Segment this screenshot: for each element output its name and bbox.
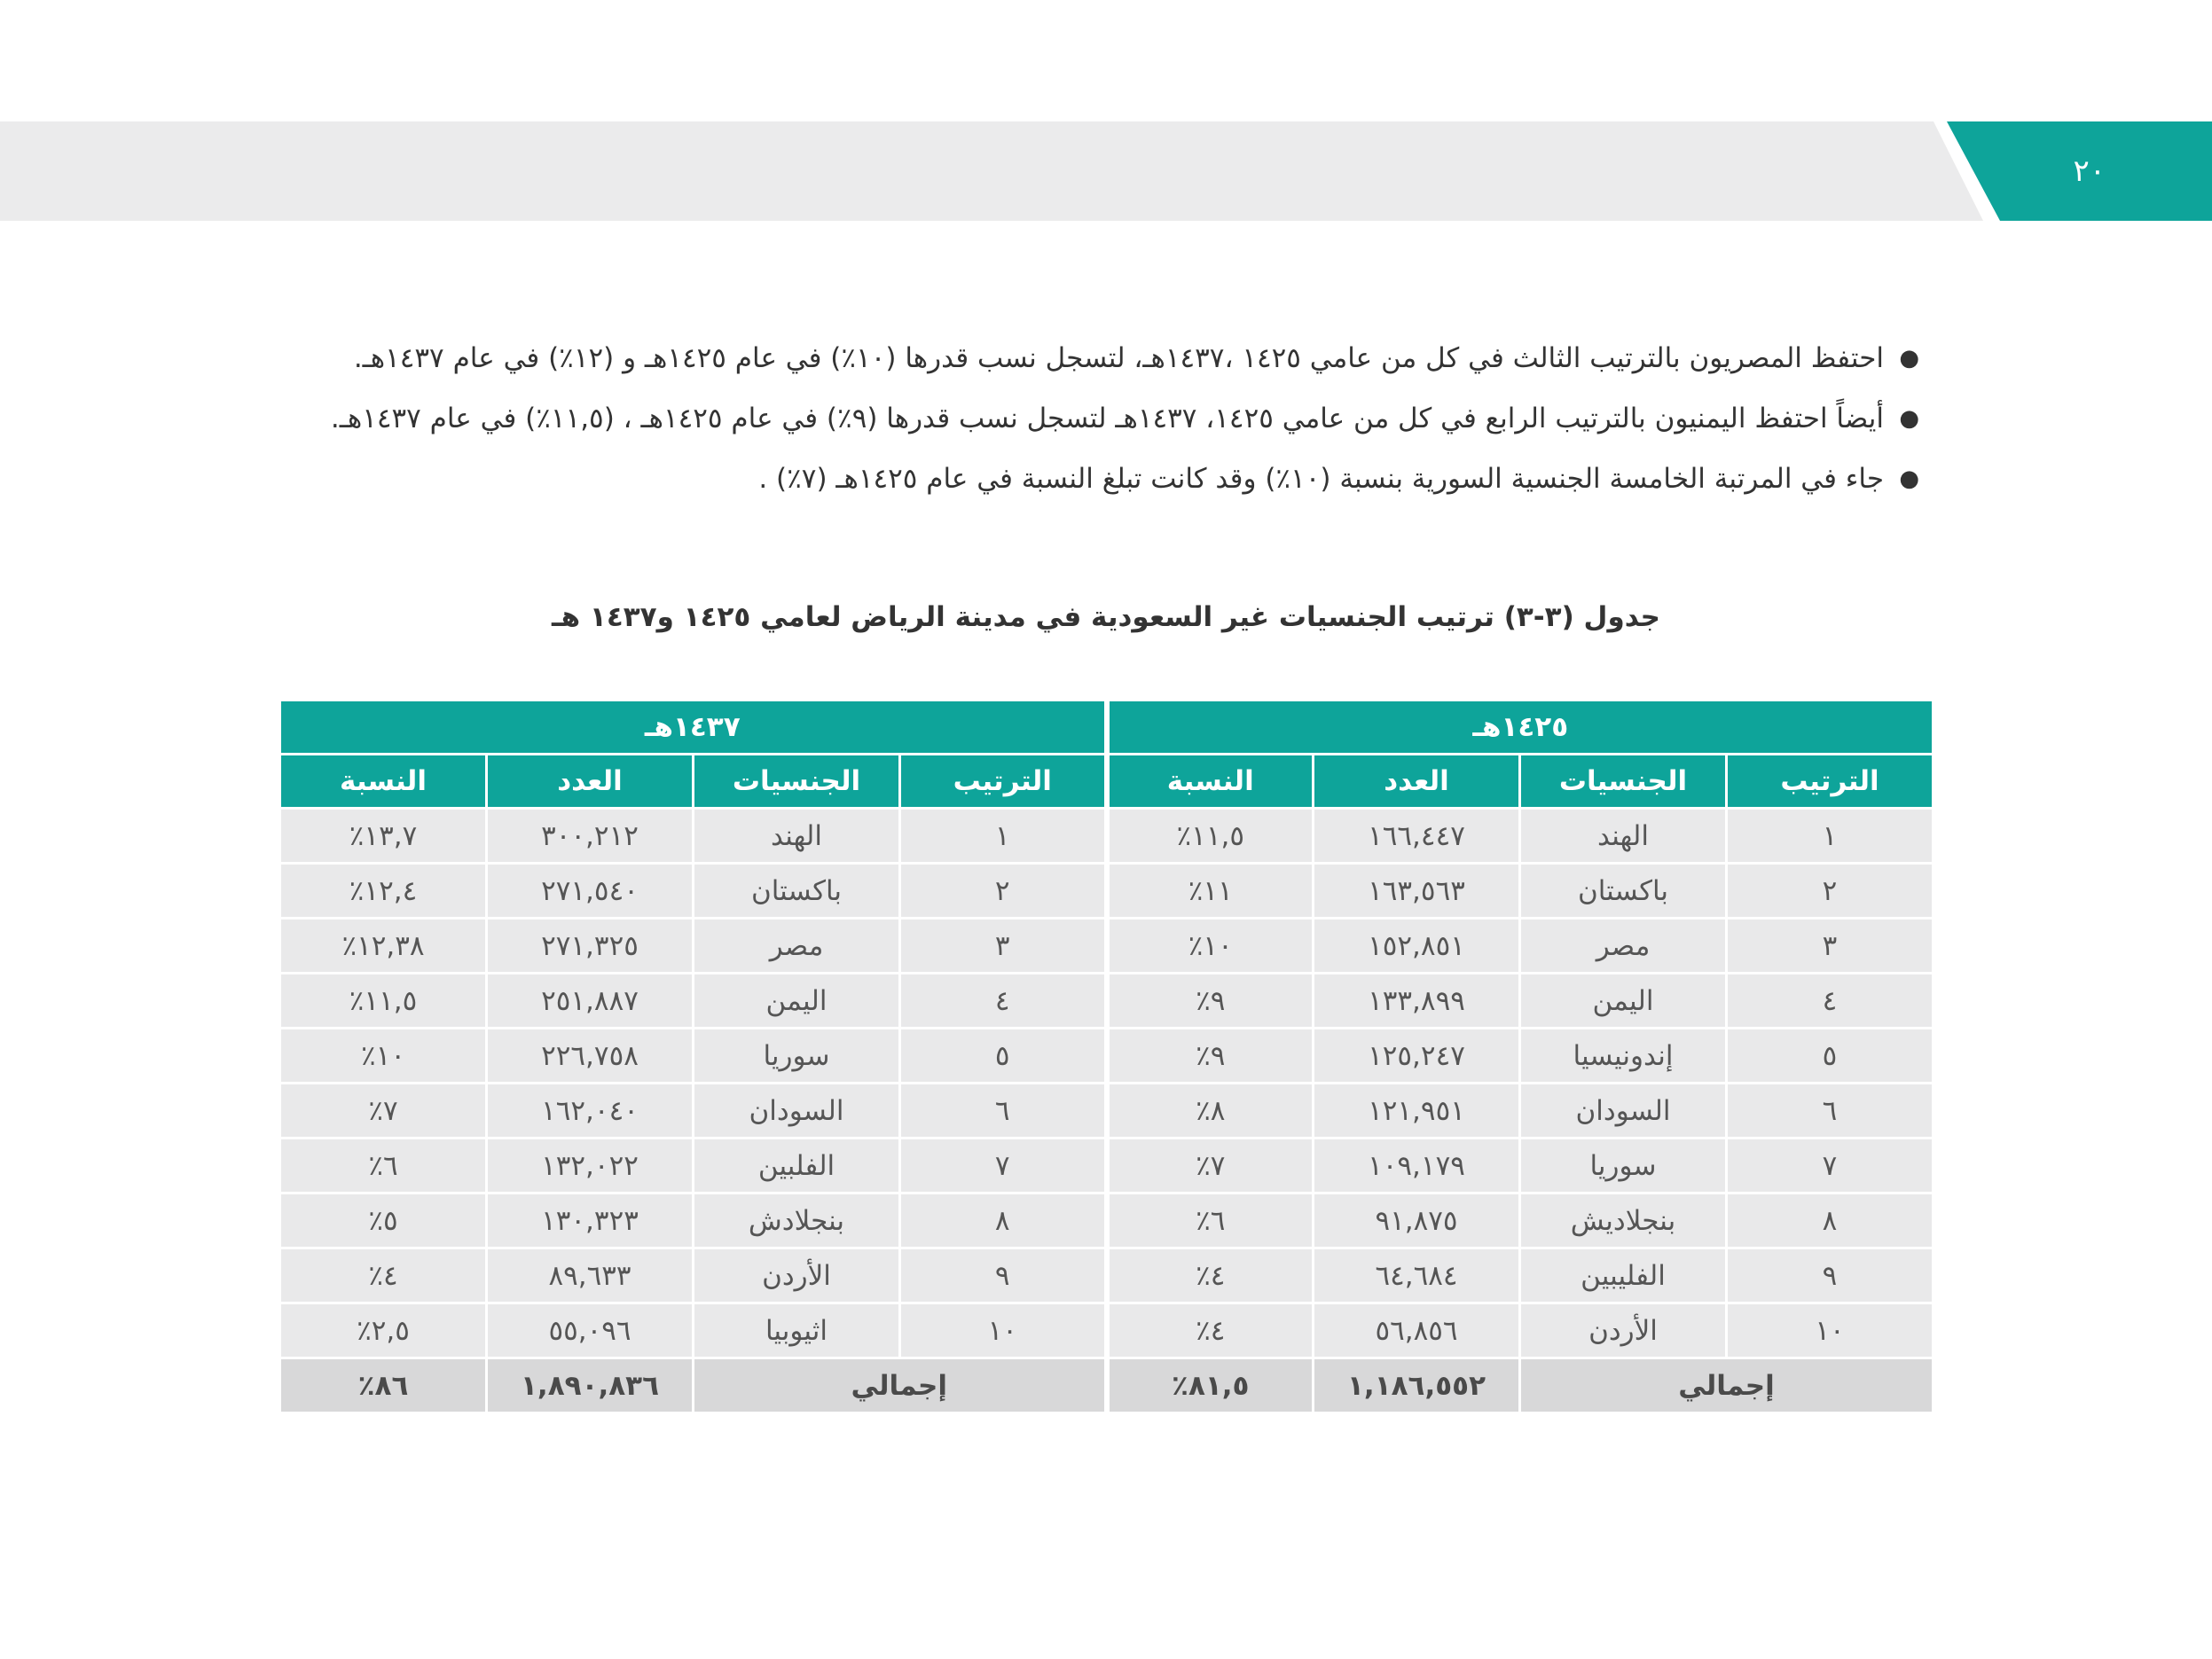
- nationality-1437: الأردن: [694, 1248, 900, 1303]
- rank-1437: ٧: [900, 1139, 1107, 1193]
- nationalities-table: [278, 699, 1934, 1414]
- rank-1425: ٩: [1727, 1248, 1934, 1303]
- nationality-1437: مصر: [694, 919, 900, 974]
- rank-1425: ٤: [1727, 974, 1934, 1029]
- nationality-1425: إندونيسيا: [1520, 1029, 1727, 1084]
- table-row: [280, 1303, 1934, 1358]
- rank-1437: ٢: [900, 864, 1107, 919]
- count-1437: ٢٢٦,٧٥٨: [487, 1029, 694, 1084]
- table-title: جدول (٣-٣) ترتيب الجنسيات غير السعودية في مدينة الرياض لعامي ١٤٢٥ و١٤٣٧ هـ: [552, 601, 1660, 633]
- nationality-1425: السودان: [1520, 1084, 1727, 1139]
- bullet-item: [275, 388, 1919, 449]
- count-1425: ٥٦,٨٥٦: [1314, 1303, 1520, 1358]
- total-percent-1425: ٨١,٥٪: [1107, 1358, 1314, 1413]
- percent-1425: ٧٪: [1107, 1139, 1314, 1193]
- year-header-row: [280, 700, 1934, 755]
- percent-1437: ٦٪: [280, 1139, 487, 1193]
- count-1437: ٣٠٠,٢١٢: [487, 809, 694, 864]
- total-count-1437: ١,٨٩٠,٨٣٦: [487, 1358, 694, 1413]
- count-1425: ١٠٩,١٧٩: [1314, 1139, 1520, 1193]
- total-label-1437: إجمالي: [694, 1358, 1107, 1413]
- percent-1437: ٥٪: [280, 1193, 487, 1248]
- rank-1437: ٥: [900, 1029, 1107, 1084]
- table-row: [280, 864, 1934, 919]
- percent-1437: ١٢,٣٨٪: [280, 919, 487, 974]
- nationality-1425: الأردن: [1520, 1303, 1727, 1358]
- bullet-text: أيضاً احتفظ اليمنيون بالترتيب الرابع في كل من عامي ١٤٢٥، ١٤٣٧هـ لتسجل نسب قدرها (٩٪) في عام ١٤٢٥هـ ، (١١,٥٪) في عام ١٤٣٧هـ.: [330, 403, 1884, 434]
- count-1437: ١٦٢,٠٤٠: [487, 1084, 694, 1139]
- percent-1437: ١٢,٤٪: [280, 864, 487, 919]
- col-nationality-1437: الجنسيات: [694, 755, 900, 809]
- count-1425: ٦٤,٦٨٤: [1314, 1248, 1520, 1303]
- rank-1437: ١: [900, 809, 1107, 864]
- table-row: [280, 1029, 1934, 1084]
- percent-1425: ٩٪: [1107, 974, 1314, 1029]
- table-row: [280, 1139, 1934, 1193]
- count-1425: ١٢٥,٢٤٧: [1314, 1029, 1520, 1084]
- nationality-1425: مصر: [1520, 919, 1727, 974]
- nationality-1437: الهند: [694, 809, 900, 864]
- col-percent-1437: النسبة: [280, 755, 487, 809]
- count-1425: ١٦٦,٤٤٧: [1314, 809, 1520, 864]
- percent-1425: ٦٪: [1107, 1193, 1314, 1248]
- percent-1425: ٩٪: [1107, 1029, 1314, 1084]
- percent-1437: ٤٪: [280, 1248, 487, 1303]
- rank-1425: ٣: [1727, 919, 1934, 974]
- page-number: ٢٠: [2073, 153, 2106, 189]
- count-1437: ١٣٠,٣٢٣: [487, 1193, 694, 1248]
- nationality-1425: باكستان: [1520, 864, 1727, 919]
- year-1437-header: ١٤٣٧هـ: [280, 700, 1107, 755]
- nationality-1437: باكستان: [694, 864, 900, 919]
- table-row: [280, 1084, 1934, 1139]
- rank-1425: ٦: [1727, 1084, 1934, 1139]
- count-1437: ١٣٢,٠٢٢: [487, 1139, 694, 1193]
- nationality-1425: سوريا: [1520, 1139, 1727, 1193]
- total-count-1425: ١,١٨٦,٥٥٢: [1314, 1358, 1520, 1413]
- column-header-row: [280, 755, 1934, 809]
- count-1437: ٨٩,٦٣٣: [487, 1248, 694, 1303]
- count-1425: ٩١,٨٧٥: [1314, 1193, 1520, 1248]
- header-band: [0, 121, 2212, 221]
- percent-1437: ١٣,٧٪: [280, 809, 487, 864]
- percent-1425: ٤٪: [1107, 1248, 1314, 1303]
- rank-1425: ١: [1727, 809, 1934, 864]
- percent-1425: ٤٪: [1107, 1303, 1314, 1358]
- col-rank-1437: الترتيب: [900, 755, 1107, 809]
- nationality-1437: السودان: [694, 1084, 900, 1139]
- count-1437: ٢٧١,٥٤٠: [487, 864, 694, 919]
- bullet-dot-icon: ●: [1899, 466, 1919, 492]
- count-1425: ١٥٢,٨٥١: [1314, 919, 1520, 974]
- count-1437: ٢٧١,٣٢٥: [487, 919, 694, 974]
- count-1425: ١٦٣,٥٦٣: [1314, 864, 1520, 919]
- rank-1425: ١٠: [1727, 1303, 1934, 1358]
- col-count-1425: العدد: [1314, 755, 1520, 809]
- table-row: [280, 974, 1934, 1029]
- header-gray-strip: [0, 121, 1983, 221]
- percent-1425: ٨٪: [1107, 1084, 1314, 1139]
- year-1425-header: ١٤٢٥هـ: [1107, 700, 1934, 755]
- nationality-1425: الفليبين: [1520, 1248, 1727, 1303]
- count-1437: ٥٥,٠٩٦: [487, 1303, 694, 1358]
- rank-1425: ٧: [1727, 1139, 1934, 1193]
- percent-1425: ١٠٪: [1107, 919, 1314, 974]
- bullet-list: [275, 328, 1919, 509]
- bullet-text: جاء في المرتبة الخامسة الجنسية السورية بنسبة (١٠٪) وقد كانت تبلغ النسبة في عام ١٤٢٥هـ (٧٪) .: [758, 463, 1884, 495]
- nationality-1425: اليمن: [1520, 974, 1727, 1029]
- percent-1437: ٢,٥٪: [280, 1303, 487, 1358]
- nationality-1437: اثيوبيا: [694, 1303, 900, 1358]
- rank-1437: ٤: [900, 974, 1107, 1029]
- nationality-1425: الهند: [1520, 809, 1727, 864]
- table-row: [280, 919, 1934, 974]
- total-row: [280, 1358, 1934, 1413]
- table-row: [280, 809, 1934, 864]
- rank-1425: ٥: [1727, 1029, 1934, 1084]
- rank-1425: ٨: [1727, 1193, 1934, 1248]
- bullet-text: احتفظ المصريون بالترتيب الثالث في كل من عامي ١٤٢٥ ،١٤٣٧هـ، لتسجل نسب قدرها (١٠٪) في عام ١٤٢٥هـ و (١٢٪) في عام ١٤٣٧هـ.: [353, 342, 1884, 374]
- percent-1437: ٧٪: [280, 1084, 487, 1139]
- nationality-1437: اليمن: [694, 974, 900, 1029]
- bullet-dot-icon: ●: [1899, 345, 1919, 372]
- rank-1437: ٩: [900, 1248, 1107, 1303]
- rank-1437: ٨: [900, 1193, 1107, 1248]
- table-row: [280, 1248, 1934, 1303]
- nationality-1437: سوريا: [694, 1029, 900, 1084]
- rank-1437: ٣: [900, 919, 1107, 974]
- count-1425: ١٢١,٩٥١: [1314, 1084, 1520, 1139]
- total-label-1425: إجمالي: [1520, 1358, 1934, 1413]
- bullet-dot-icon: ●: [1899, 405, 1919, 432]
- nationality-1437: الفلبين: [694, 1139, 900, 1193]
- rank-1437: ٦: [900, 1084, 1107, 1139]
- col-rank-1425: الترتيب: [1727, 755, 1934, 809]
- header-band-shapes: [0, 121, 2212, 221]
- total-percent-1437: ٨٦٪: [280, 1358, 487, 1413]
- percent-1425: ١١,٥٪: [1107, 809, 1314, 864]
- col-nationality-1425: الجنسيات: [1520, 755, 1727, 809]
- percent-1437: ١١,٥٪: [280, 974, 487, 1029]
- col-percent-1425: النسبة: [1107, 755, 1314, 809]
- rank-1425: ٢: [1727, 864, 1934, 919]
- percent-1425: ١١٪: [1107, 864, 1314, 919]
- nationality-1425: بنجلاديش: [1520, 1193, 1727, 1248]
- nationality-1437: بنجلادش: [694, 1193, 900, 1248]
- rank-1437: ١٠: [900, 1303, 1107, 1358]
- count-1437: ٢٥١,٨٨٧: [487, 974, 694, 1029]
- bullet-item: [275, 449, 1919, 509]
- col-count-1437: العدد: [487, 755, 694, 809]
- count-1425: ١٣٣,٨٩٩: [1314, 974, 1520, 1029]
- percent-1437: ١٠٪: [280, 1029, 487, 1084]
- table-row: [280, 1193, 1934, 1248]
- bullet-item: [275, 328, 1919, 388]
